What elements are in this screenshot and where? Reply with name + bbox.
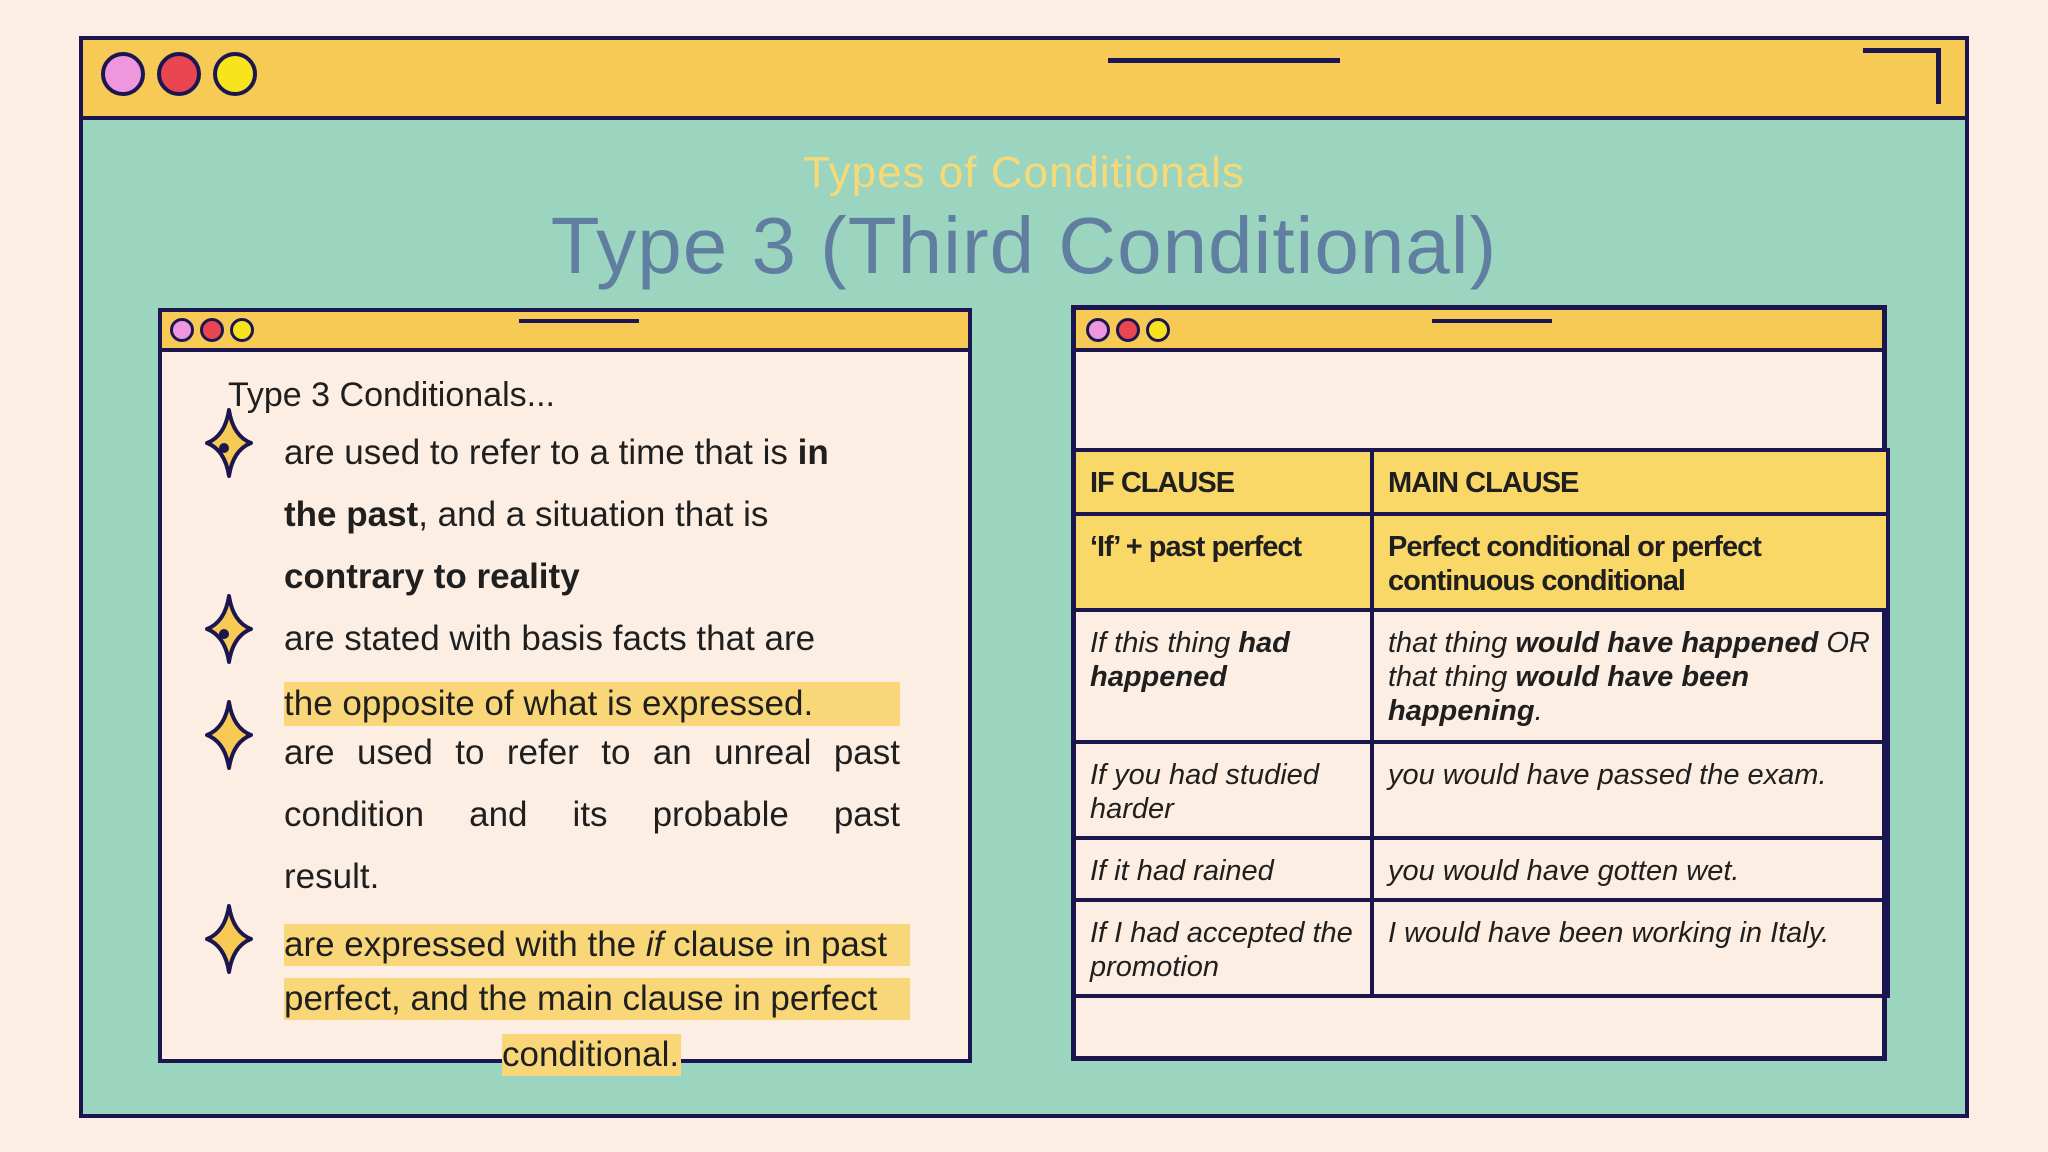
bullet-text: clause in past	[663, 925, 888, 964]
table-row	[1074, 838, 1888, 900]
italic-text: if	[645, 925, 664, 964]
bullet-2-line-2-highlight: the opposite of what is expressed.	[284, 682, 900, 726]
main-clause-cell: you would have passed the exam.	[1372, 742, 1888, 838]
left-panel-titlebar	[162, 312, 968, 352]
panel-dot-red	[1116, 318, 1140, 342]
bullet-2-line-1: are stated with basis facts that are	[284, 619, 816, 658]
if-clause-cell: If you had studied harder	[1074, 742, 1372, 838]
panel-dot-red	[200, 318, 224, 342]
main-clause-cell	[1372, 610, 1888, 742]
window-maximize-dot[interactable]	[213, 52, 257, 96]
bold-text: would have been happening	[1388, 661, 1750, 727]
main-clause-cell: you would have gotten wet.	[1372, 838, 1888, 900]
table-row	[1074, 610, 1888, 742]
cell-text: If this thing	[1090, 627, 1239, 659]
sparkle-icon	[204, 408, 254, 478]
cell-text: OR that thing	[1388, 627, 1870, 693]
form-main-clause: Perfect conditional or perfect continuous conditional	[1372, 514, 1888, 610]
panel-dot-yellow	[1146, 318, 1170, 342]
right-panel	[1071, 305, 1887, 1061]
panel-dot-pink	[170, 318, 194, 342]
panel-dot-pink	[1086, 318, 1110, 342]
bold-text: would have happened	[1515, 627, 1819, 659]
header-main-clause: MAIN CLAUSE	[1372, 450, 1888, 514]
bold-text: the past	[284, 495, 419, 534]
right-panel-titlebar	[1076, 310, 1882, 352]
form-if-clause: ‘If’ + past perfect	[1074, 514, 1372, 610]
bullet-4-line-3-highlight: conditional.	[502, 1035, 680, 1074]
titlebar-line	[1108, 58, 1340, 63]
bullet-3-line-2: condition and its probable past	[284, 795, 900, 834]
bullet-3-line-3: result.	[284, 857, 380, 896]
table-row	[1074, 742, 1888, 838]
bullet-text: are expressed with the	[284, 925, 646, 964]
main-clause-cell: I would have been working in Italy.	[1372, 900, 1888, 996]
header-if-clause: IF CLAUSE	[1074, 450, 1372, 514]
if-clause-cell: If it had rained	[1074, 838, 1372, 900]
window-close-dot[interactable]	[101, 52, 145, 96]
table-form-row	[1074, 514, 1888, 610]
intro-text: Type 3 Conditionals...	[228, 376, 555, 414]
bold-text: in	[797, 433, 829, 472]
bullet-text: , and a situation that is	[418, 495, 769, 534]
panel-dot-yellow	[230, 318, 254, 342]
bullet-4-line-2-highlight: perfect, and the main clause in perfect	[284, 978, 910, 1020]
bullet-text: are used to refer to a time that is	[284, 433, 798, 472]
corner-bracket-icon	[1863, 48, 1941, 104]
bullet-4-line-1-highlight	[284, 924, 910, 966]
cell-text: .	[1534, 695, 1543, 727]
left-panel	[158, 308, 972, 1074]
slide-subtitle: Types of Conditionals	[803, 148, 1245, 197]
bullet-1-line-2	[284, 484, 768, 546]
if-clause-cell	[1074, 610, 1372, 742]
bullet-1-line-1	[284, 422, 829, 484]
panel-bar-line	[1432, 319, 1552, 323]
panel-bar-line	[519, 319, 639, 323]
bullet-1-line-3: contrary to reality	[284, 557, 580, 596]
if-clause-cell: If I had accepted the promotion	[1074, 900, 1372, 996]
sparkle-icon	[204, 700, 254, 770]
sparkle-icon	[204, 594, 254, 664]
table-row	[1074, 900, 1888, 996]
bullet-3-line-1: are used to refer to an unreal past	[284, 733, 900, 772]
sparkle-icon	[204, 904, 254, 974]
bold-text: had happened	[1090, 627, 1290, 693]
conditionals-table	[1072, 448, 1890, 998]
table-header-row	[1074, 450, 1888, 514]
window-minimize-dot[interactable]	[157, 52, 201, 96]
slide-title: Type 3 (Third Conditional)	[550, 201, 1498, 290]
cell-text: that thing	[1388, 627, 1516, 659]
window-titlebar	[83, 40, 1965, 120]
